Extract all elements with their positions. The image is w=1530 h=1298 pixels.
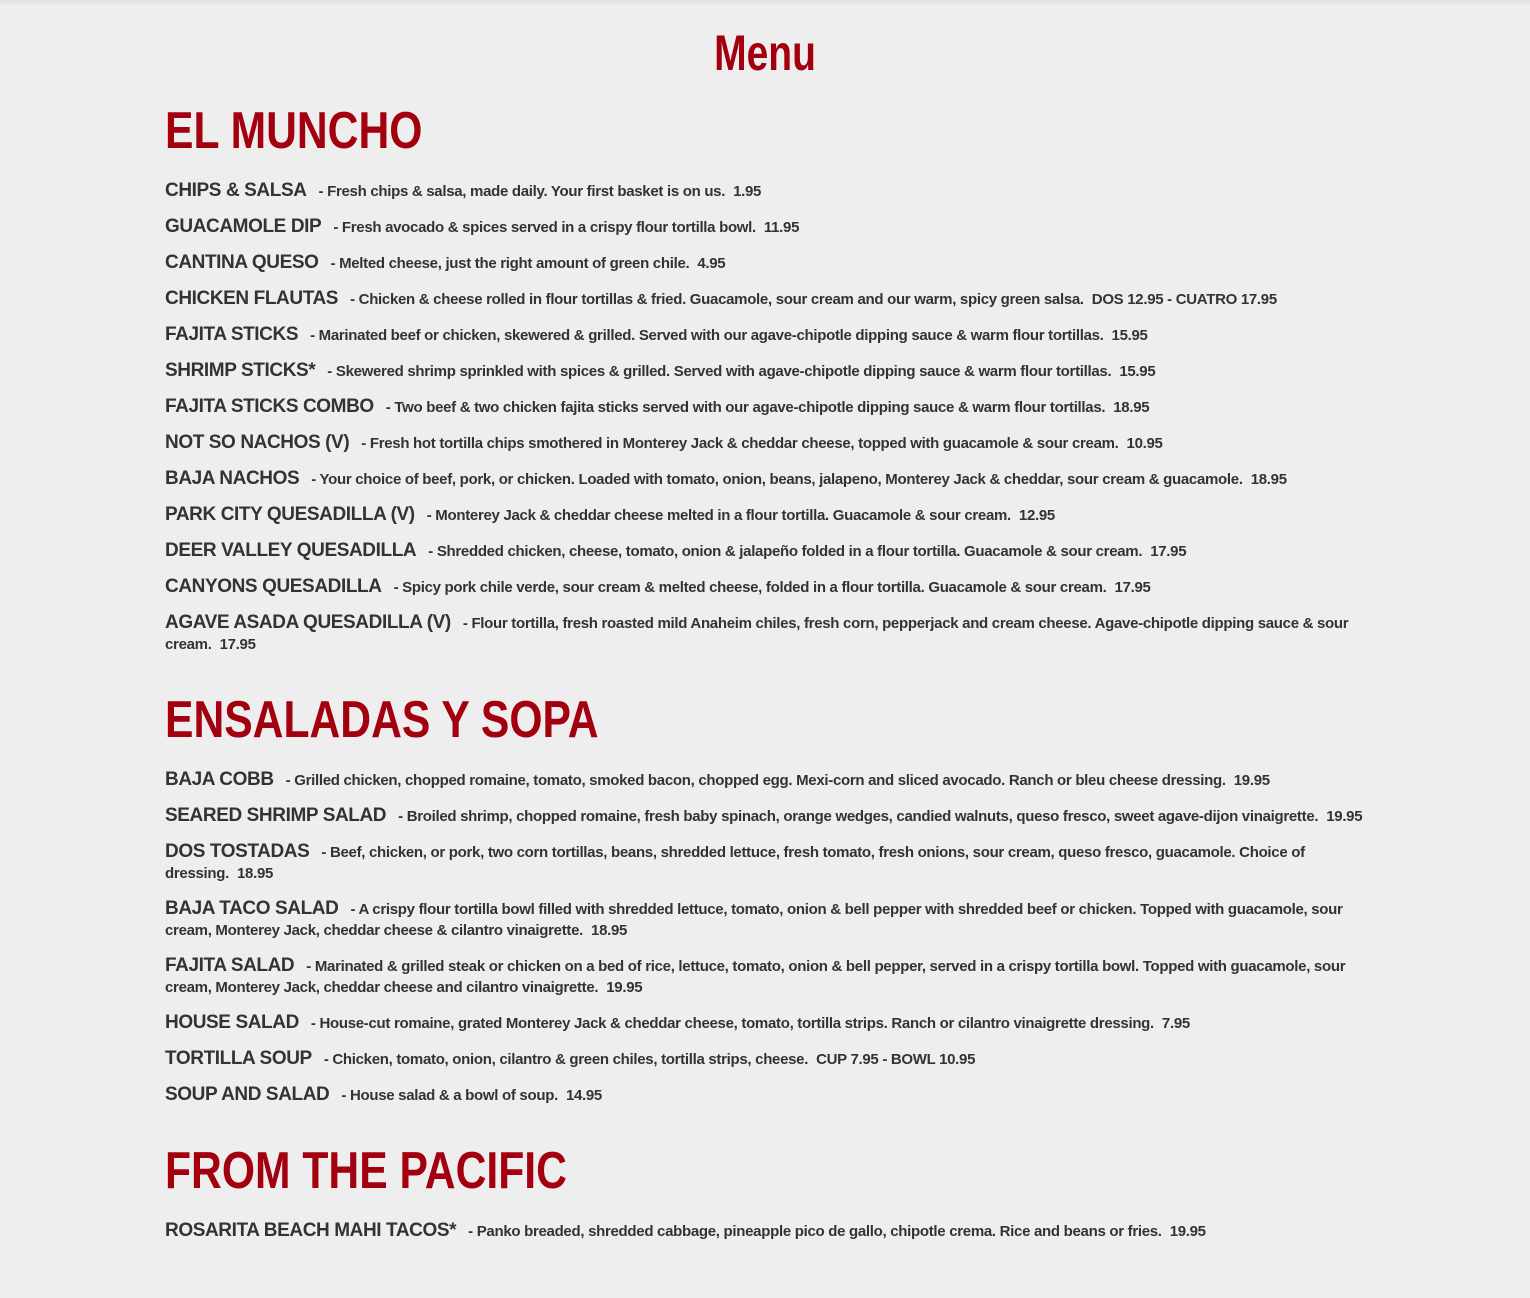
item-description: - Chicken & cheese rolled in flour tortillas & fried. Guacamole, sour cream and our warm, spicy green salsa. xyxy=(350,291,1084,308)
item-name: CANTINA QUESO xyxy=(165,252,319,273)
item-name: BAJA COBB xyxy=(165,769,274,790)
item-name: BAJA NACHOS xyxy=(165,468,300,489)
item-name: SHRIMP STICKS* xyxy=(165,360,316,381)
item-price: 18.95 xyxy=(1113,399,1150,416)
item-description: - House salad & a bowl of soup. xyxy=(341,1087,558,1104)
menu-item xyxy=(165,1048,1365,1070)
menu-item xyxy=(165,432,1365,454)
item-name: AGAVE ASADA QUESADILLA (V) xyxy=(165,612,451,633)
item-price: DOS 12.95 - CUATRO 17.95 xyxy=(1091,291,1277,308)
menu-item xyxy=(165,898,1365,941)
section-from-the-pacific xyxy=(165,1140,1365,1242)
item-price: 11.95 xyxy=(763,219,800,236)
item-description: - Fresh chips & salsa, made daily. Your first basket is on us. xyxy=(318,183,726,200)
menu-item xyxy=(165,252,1365,274)
menu-item xyxy=(165,1084,1365,1106)
menu-item xyxy=(165,576,1365,598)
item-name: HOUSE SALAD xyxy=(165,1012,299,1033)
item-price: 19.95 xyxy=(606,979,643,996)
item-description: - Spicy pork chile verde, sour cream & melted cheese, folded in a flour tortilla. Guacamole & sour cream. xyxy=(393,579,1107,596)
menu-item xyxy=(165,612,1365,655)
section-title: EL MUNCHO xyxy=(165,102,423,160)
menu-item xyxy=(165,540,1365,562)
top-shadow xyxy=(0,0,1530,6)
item-price: 17.95 xyxy=(1114,579,1151,596)
menu-content xyxy=(165,100,1365,1276)
item-description: - House-cut romaine, grated Monterey Jack & cheddar cheese, tomato, tortilla strips. Ranch or cilantro vinaigrette dressing. xyxy=(310,1015,1154,1032)
section-ensaladas-y-sopa xyxy=(165,689,1365,1106)
item-description: - Your choice of beef, pork, or chicken. Loaded with tomato, onion, beans, jalapeno, Monterey Jack & cheddar, sour cream & guacamole. xyxy=(311,471,1243,488)
item-description: - Skewered shrimp sprinkled with spices & grilled. Served with agave-chipotle dipping sauce & warm flour tortillas. xyxy=(327,363,1112,380)
menu-item xyxy=(165,1220,1365,1242)
item-name: ROSARITA BEACH MAHI TACOS* xyxy=(165,1220,457,1241)
item-price: 19.95 xyxy=(1169,1223,1206,1240)
item-price: 12.95 xyxy=(1018,507,1055,524)
section-title: ENSALADAS Y SOPA xyxy=(165,691,599,749)
item-description: - Marinated beef or chicken, skewered & grilled. Served with our agave-chipotle dipping sauce & warm flour tortillas. xyxy=(310,327,1104,344)
item-price: 18.95 xyxy=(1250,471,1287,488)
item-name: SEARED SHRIMP SALAD xyxy=(165,805,387,826)
item-name: FAJITA STICKS xyxy=(165,324,299,345)
item-price: 1.95 xyxy=(733,183,762,200)
item-name: PARK CITY QUESADILLA (V) xyxy=(165,504,415,525)
page-title: Menu xyxy=(714,25,816,81)
item-price: 15.95 xyxy=(1111,327,1148,344)
menu-item xyxy=(165,180,1365,202)
item-name: DOS TOSTADAS xyxy=(165,841,310,862)
menu-item xyxy=(165,955,1365,998)
menu-item xyxy=(165,396,1365,418)
item-price: 18.95 xyxy=(591,922,628,939)
item-description: - Shredded chicken, cheese, tomato, onion & jalapeño folded in a flour tortilla. Guacamole & sour cream. xyxy=(428,543,1143,560)
item-name: TORTILLA SOUP xyxy=(165,1048,312,1069)
item-description: - Panko breaded, shredded cabbage, pineapple pico de gallo, chipotle crema. Rice and beans or fries. xyxy=(468,1223,1162,1240)
item-description: - Melted cheese, just the right amount of green chile. xyxy=(330,255,690,272)
item-name: CHICKEN FLAUTAS xyxy=(165,288,339,309)
item-name: BAJA TACO SALAD xyxy=(165,898,339,919)
menu-item xyxy=(165,324,1365,346)
item-price: 7.95 xyxy=(1161,1015,1190,1032)
menu-item xyxy=(165,769,1365,791)
item-price: 19.95 xyxy=(1233,772,1270,789)
item-description: - Chicken, tomato, onion, cilantro & green chiles, tortilla strips, cheese. xyxy=(323,1051,809,1068)
item-description: - Fresh hot tortilla chips smothered in Monterey Jack & cheddar cheese, topped with guacamole & sour cream. xyxy=(361,435,1119,452)
item-name: NOT SO NACHOS (V) xyxy=(165,432,350,453)
item-description: - A crispy flour tortilla bowl filled with shredded lettuce, tomato, onion & bell pepper with shredded beef or chicken. Topped with guacamole, sour cream, Monterey Jack, cheddar cheese & cilantro vinaigrette. xyxy=(165,901,1343,939)
item-name: DEER VALLEY QUESADILLA xyxy=(165,540,417,561)
item-description: - Grilled chicken, chopped romaine, tomato, smoked bacon, chopped egg. Mexi-corn and sliced avocado. Ranch or bleu cheese dressing. xyxy=(285,772,1226,789)
item-description: - Broiled shrimp, chopped romaine, fresh baby spinach, orange wedges, candied walnuts, queso fresco, sweet agave-dijon vinaigrette. xyxy=(398,808,1319,825)
section-el-muncho xyxy=(165,100,1365,655)
item-description: - Monterey Jack & cheddar cheese melted in a flour tortilla. Guacamole & sour cream. xyxy=(426,507,1011,524)
item-description: - Fresh avocado & spices served in a crispy flour tortilla bowl. xyxy=(333,219,756,236)
section-title: FROM THE PACIFIC xyxy=(165,1142,567,1200)
item-name: SOUP AND SALAD xyxy=(165,1084,330,1105)
item-name: GUACAMOLE DIP xyxy=(165,216,322,237)
item-price: 10.95 xyxy=(1126,435,1163,452)
item-price: 17.95 xyxy=(1150,543,1187,560)
menu-item xyxy=(165,841,1365,884)
item-name: CHIPS & SALSA xyxy=(165,180,307,201)
item-name: FAJITA SALAD xyxy=(165,955,295,976)
menu-item xyxy=(165,288,1365,310)
menu-item xyxy=(165,468,1365,490)
menu-item xyxy=(165,1012,1365,1034)
item-price: 19.95 xyxy=(1326,808,1363,825)
item-description: - Two beef & two chicken fajita sticks served with our agave-chipotle dipping sauce & warm flour tortillas. xyxy=(385,399,1106,416)
item-name: CANYONS QUESADILLA xyxy=(165,576,382,597)
item-description: - Flour tortilla, fresh roasted mild Anaheim chiles, fresh corn, pepperjack and cream cheese. Agave-chipotle dipping sauce & sour cream. xyxy=(165,615,1349,653)
menu-item xyxy=(165,360,1365,382)
menu-item xyxy=(165,216,1365,238)
menu-item xyxy=(165,805,1365,827)
item-description: - Beef, chicken, or pork, two corn tortillas, beans, shredded lettuce, fresh tomato, fresh onions, sour cream, queso fresco, guacamole. Choice of dressing. xyxy=(165,844,1305,882)
item-price: 18.95 xyxy=(237,865,274,882)
menu-item xyxy=(165,504,1365,526)
item-name: FAJITA STICKS COMBO xyxy=(165,396,374,417)
item-price: 4.95 xyxy=(697,255,726,272)
item-price: 14.95 xyxy=(565,1087,602,1104)
item-description: - Marinated & grilled steak or chicken on a bed of rice, lettuce, tomato, onion & bell pepper, served in a crispy tortilla bowl. Topped with guacamole, sour cream, Monterey Jack, cheddar cheese and cilantro vinaigrette. xyxy=(165,958,1346,996)
item-price: 15.95 xyxy=(1119,363,1156,380)
item-price: CUP 7.95 - BOWL 10.95 xyxy=(816,1051,976,1068)
item-price: 17.95 xyxy=(219,636,256,653)
